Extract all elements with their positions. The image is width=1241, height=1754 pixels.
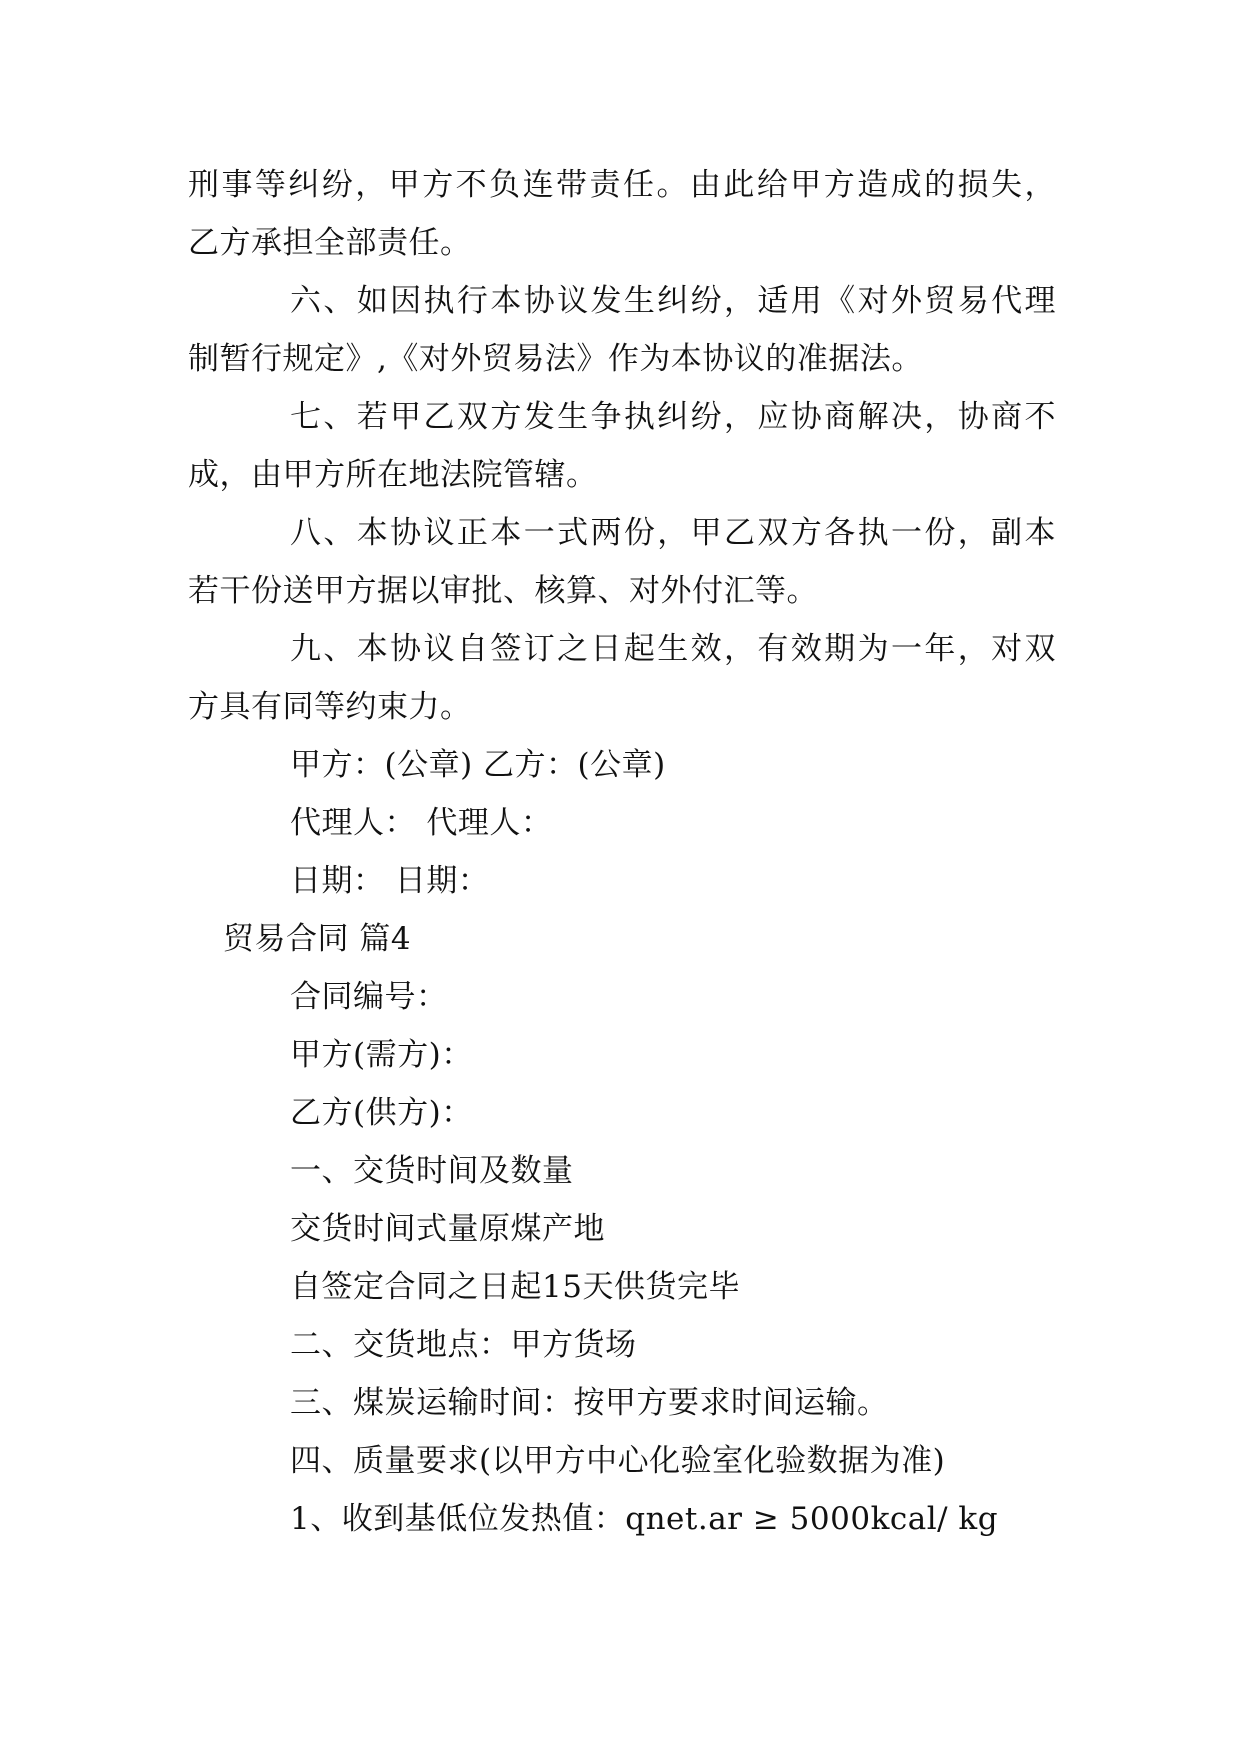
party-a-line: 甲方(需方)： [290, 1037, 473, 1073]
signature-seal-line: 甲方：(公章) 乙方：(公章) [290, 747, 666, 783]
paragraph-line: 若干份送甲方据以审批、核算、对外付汇等。 [188, 573, 818, 609]
paragraph-line: 方具有同等约束力。 [188, 689, 472, 725]
clause-6-line: 六、如因执行本协议发生纠纷，适用《对外贸易代理 [290, 283, 1056, 319]
quality-spec-line: 1、收到基低位发热值：qnet.ar ≥ 5000kcal/ kg [290, 1501, 999, 1537]
section-heading: 贸易合同 篇4 [223, 921, 412, 957]
clause-8-line: 八、本协议正本一式两份，甲乙双方各执一份，副本 [290, 515, 1056, 551]
paragraph-line: 刑事等纠纷，甲方不负连带责任。由此给甲方造成的损失， [188, 167, 1056, 203]
clause-heading: 一、交货时间及数量 [290, 1153, 574, 1189]
signature-date-line: 日期： 日期： [290, 863, 490, 899]
contract-number-line: 合同编号： [290, 979, 448, 1015]
paragraph-line: 交货时间式量原煤产地 [290, 1211, 605, 1247]
paragraph-line: 制暂行规定》,《对外贸易法》作为本协议的准据法。 [188, 341, 923, 377]
clause-heading: 三、煤炭运输时间：按甲方要求时间运输。 [290, 1385, 889, 1421]
paragraph-line: 自签定合同之日起15天供货完毕 [290, 1269, 740, 1305]
clause-7-line: 七、若甲乙双方发生争执纠纷，应协商解决，协商不 [290, 399, 1056, 435]
clause-heading: 二、交货地点：甲方货场 [290, 1327, 637, 1363]
party-b-line: 乙方(供方)： [290, 1095, 473, 1131]
paragraph-line: 乙方承担全部责任。 [188, 225, 472, 261]
clause-9-line: 九、本协议自签订之日起生效，有效期为一年，对双 [290, 631, 1056, 667]
clause-heading: 四、质量要求(以甲方中心化验室化验数据为准) [290, 1443, 946, 1479]
signature-agent-line: 代理人： 代理人： [290, 805, 553, 841]
paragraph-line: 成，由甲方所在地法院管辖。 [188, 457, 598, 493]
